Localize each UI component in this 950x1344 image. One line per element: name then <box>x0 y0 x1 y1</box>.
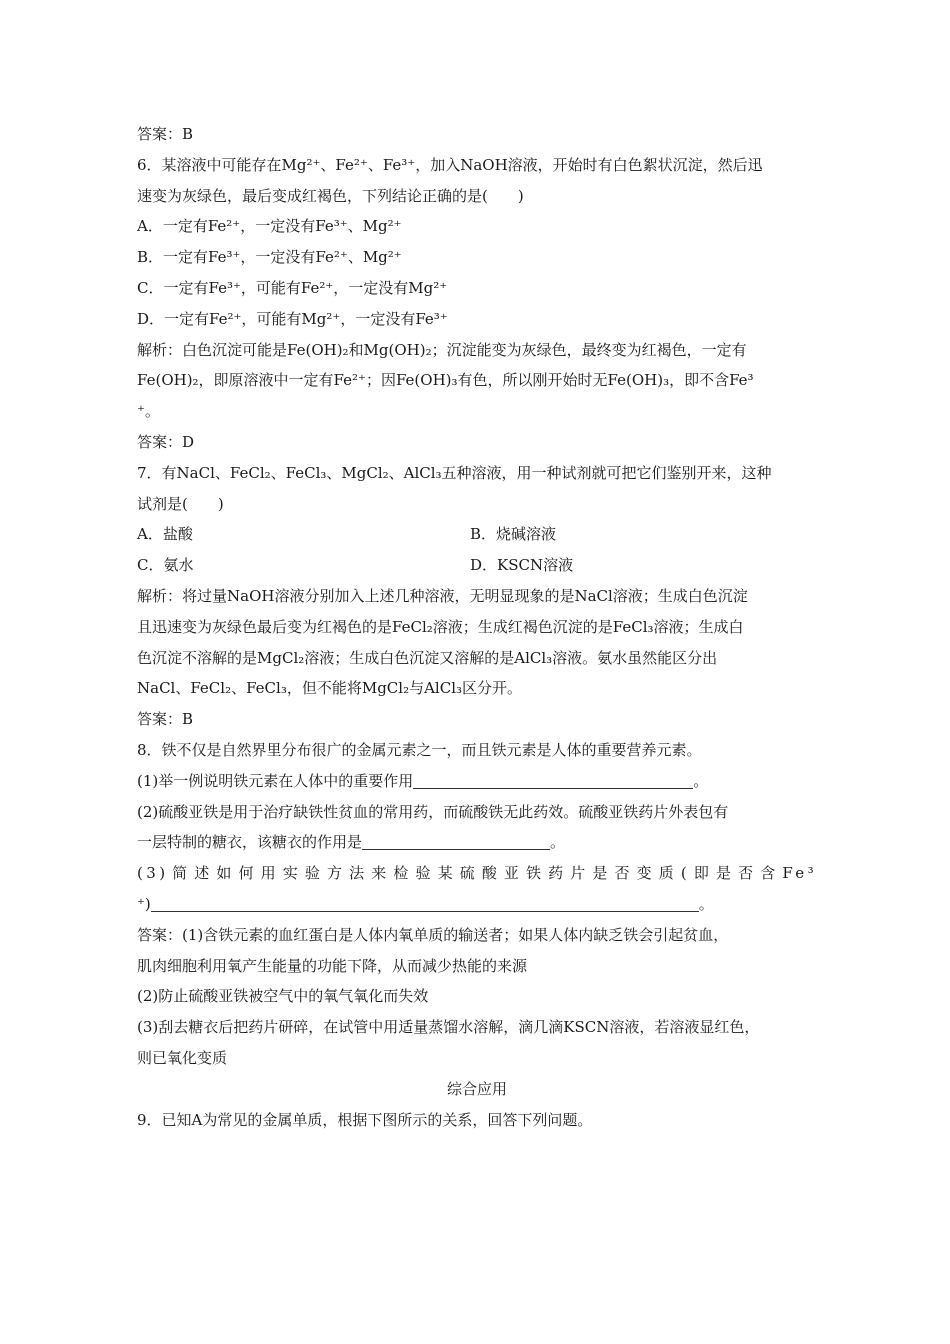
document-page <box>137 119 817 1135</box>
q8-part-1 <box>137 766 817 797</box>
q7-options-row-2 <box>137 550 817 581</box>
q7-option-d: D．KSCN溶液 <box>470 556 574 575</box>
q8-part-2-line-2 <box>137 827 817 858</box>
q8-answer-line-5: 则已氧化变质 <box>137 1048 228 1067</box>
q6-explanation-line-2: Fe(OH)₂，即原溶液中一定有Fe²⁺；因Fe(OH)₃有色，所以刚开始时无Fe(OH)₃，即不含Fe³ <box>137 371 754 390</box>
q6-option-c: C．一定有Fe³⁺，可能有Fe²⁺，一定没有Mg²⁺ <box>137 278 448 297</box>
section-title: 综合应用 <box>446 1079 507 1098</box>
q8-part-2-text: 一层特制的糖衣，该糖衣的作用是 <box>137 833 363 852</box>
q9-stem: 9．已知A为常见的金属单质，根据下图所示的关系，回答下列问题。 <box>137 1110 593 1129</box>
q7-explanation-line-2: 且迅速变为灰绿色最后变为红褐色的是FeCl₂溶液；生成红褐色沉淀的是FeCl₃溶液；生成白 <box>137 617 744 636</box>
q7-explanation-line-4: NaCl、FeCl₂、FeCl₃，但不能将MgCl₂与AlCl₃区分开。 <box>137 679 523 698</box>
q8-part-2-blank[interactable] <box>362 835 550 850</box>
q7-explanation-line-1: 解析：将过量NaOH溶液分别加入上述几种溶液，无明显现象的是NaCl溶液；生成白色沉淀 <box>137 586 748 605</box>
q6-option-a: A．一定有Fe²⁺，一定没有Fe³⁺、Mg²⁺ <box>137 217 402 236</box>
q7-option-c: C．氨水 <box>137 556 194 575</box>
q7-option-b: B．烧碱溶液 <box>470 525 557 544</box>
q8-part-2-end: 。 <box>550 833 566 852</box>
q7-option-a: A．盐酸 <box>137 525 193 544</box>
q7-explanation-line-3: 色沉淀不溶解的是MgCl₂溶液；生成白色沉淀又溶解的是AlCl₃溶液。氨水虽然能区分出 <box>137 648 718 667</box>
q8-part-3-line-1: (3)简述如何用实验方法来检验某硫酸亚铁药片是否变质(即是否含Fe³ <box>137 864 817 883</box>
q8-answer-line-4: (3)刮去糖衣后把药片研碎，在试管中用适量蒸馏水溶解，滴几滴KSCN溶液，若溶液显红色， <box>137 1018 760 1037</box>
q8-part-1-blank[interactable] <box>413 774 693 789</box>
q5-answer: 答案：B <box>137 125 194 143</box>
q7-options-row-1 <box>137 519 817 550</box>
q8-part-2-line-1: (2)硫酸亚铁是用于治疗缺铁性贫血的常用药，而硫酸铁无此药效。硫酸亚铁药片外表包有 <box>137 802 729 821</box>
q8-part-1-end: 。 <box>693 771 709 790</box>
q8-answer-line-3: (2)防止硫酸亚铁被空气中的氧气氧化而失效 <box>137 987 429 1006</box>
q8-part-3-blank[interactable] <box>151 897 699 912</box>
q7-answer: 答案：B <box>137 710 194 729</box>
q8-part-3-text: ⁺) <box>137 894 151 913</box>
q6-answer: 答案：D <box>137 432 195 451</box>
q7-stem-line-1: 7．有NaCl、FeCl₂、FeCl₃、MgCl₂、AlCl₃五种溶液，用一种试剂就可把它们鉴别开来，这种 <box>137 463 772 482</box>
q6-stem-line-2: 速变为灰绿色，最后变成红褐色，下列结论正确的是( ) <box>137 186 524 205</box>
q6-option-d: D．一定有Fe²⁺，可能有Mg²⁺，一定没有Fe³⁺ <box>137 309 448 328</box>
q8-answer-line-1: 答案：(1)含铁元素的血红蛋白是人体内氧单质的输送者；如果人体内缺乏铁会引起贫血， <box>137 925 729 944</box>
q6-stem-line-1: 6．某溶液中可能存在Mg²⁺、Fe²⁺、Fe³⁺，加入NaOH溶液，开始时有白色絮状沉淀，然后迅 <box>137 155 763 174</box>
q6-explanation-line-3: ⁺。 <box>137 402 160 421</box>
q6-option-b: B．一定有Fe³⁺，一定没有Fe²⁺、Mg²⁺ <box>137 248 402 267</box>
q8-answer-line-2: 肌肉细胞利用氧产生能量的功能下降，从而减少热能的来源 <box>137 956 528 975</box>
q8-stem: 8．铁不仅是自然界里分布很广的金属元素之一，而且铁元素是人体的重要营养元素。 <box>137 740 702 759</box>
q6-explanation-line-1: 解析：白色沉淀可能是Fe(OH)₂和Mg(OH)₂；沉淀能变为灰绿色，最终变为红褐色，一定有 <box>137 340 747 359</box>
q8-part-3-line-2 <box>137 889 817 920</box>
q7-stem-line-2: 试剂是( ) <box>137 494 224 513</box>
q8-part-1-text: (1)举一例说明铁元素在人体中的重要作用 <box>137 771 414 790</box>
q8-part-3-end: 。 <box>698 894 714 913</box>
